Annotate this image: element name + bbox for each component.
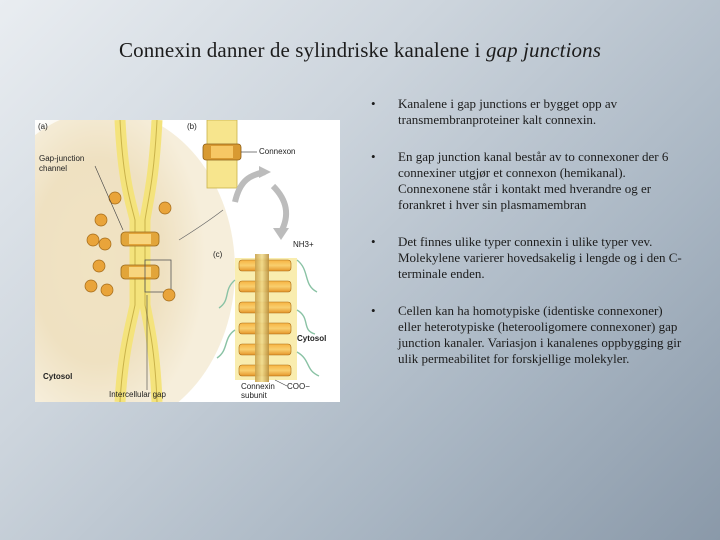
bullet-text: Det finnes ulike typer connexin i ulike typer vev. Molekylene varierer hovedsakelig i lengde og i den C-terminale enden. xyxy=(398,234,682,281)
bullet-marker: • xyxy=(371,234,376,249)
gap-junction-channel-label-2: channel xyxy=(39,164,68,173)
cytosol-right-label: Cytosol xyxy=(297,334,327,343)
figure-label-c: (c) xyxy=(213,250,223,259)
bullet-marker: • xyxy=(371,96,376,111)
slide-title xyxy=(0,38,720,63)
bullet-item xyxy=(366,149,686,213)
figure-label-a: (a) xyxy=(38,122,48,131)
intercellular-gap-label: Intercellular gap xyxy=(109,390,166,399)
bullet-text: Kanalene i gap junctions er bygget opp av transmembranproteiner kalt connexin. xyxy=(398,96,618,127)
bullet-text: En gap junction kanal består av to connexoner der 6 connexiner utgjør et connexon (hemikanal). Connexonene står i kontakt med hverandre og er forankret i hver sin plasmamembran xyxy=(398,149,669,212)
bullet-item xyxy=(366,234,686,282)
bullet-list xyxy=(366,96,686,388)
bullet-marker: • xyxy=(371,303,376,318)
connexin-subunit-label-2: subunit xyxy=(241,391,267,400)
bullet-text: Cellen kan ha homotypiske (identiske connexoner) eller heterotypiske (heterooligomere connexoner) gap junction kanaler. Variasjon i kanalenes oppbygging gir ulik permeabilitet for forskjellige molekyler. xyxy=(398,303,682,366)
bullet-marker: • xyxy=(371,149,376,164)
connexon-label: Connexon xyxy=(259,147,296,156)
coo-label: COO− xyxy=(287,382,310,391)
bullet-item xyxy=(366,303,686,367)
connexin-subunit-label-1: Connexin xyxy=(241,382,275,391)
arrow-down xyxy=(273,186,286,232)
bullet-item xyxy=(366,96,686,128)
nh3-label: NH3+ xyxy=(293,240,314,249)
title-italic-text: gap junctions xyxy=(485,38,601,62)
gap-junction-figure xyxy=(35,120,340,402)
title-text: Connexin danner de sylindriske kanalene i xyxy=(119,38,486,62)
gap-junction-channel-label-1: Gap-junction xyxy=(39,154,85,163)
figure-label-b: (b) xyxy=(187,122,197,131)
cytosol-left-label: Cytosol xyxy=(43,372,73,381)
